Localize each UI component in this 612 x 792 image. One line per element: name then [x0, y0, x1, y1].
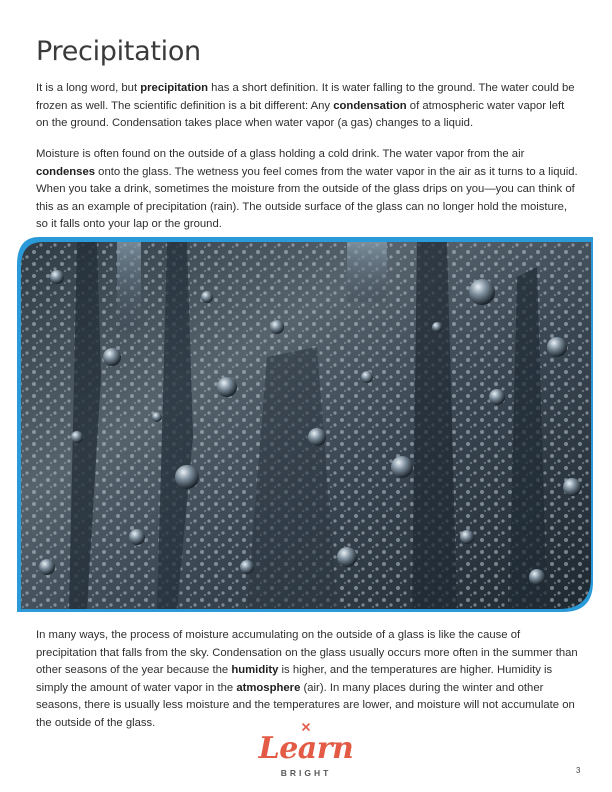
term-condenses: condenses: [36, 165, 96, 178]
glass-paragraph: Moisture is often found on the outside of a glass holding a cold drink. The water vapor from the air condenses onto the glass. The wetness you feel comes from the water vapor in the air as it turns to a liquid. When you take a drink, sometimes the moisture from the outside of the glass drips on you—you can think of this as an example of precipitation (rain). The outside surface of the glass can no longer hold the moisture, so it falls onto your lap or the ground.: [36, 148, 578, 231]
condensation-photo: [17, 237, 593, 612]
learn-bright-logo: [256, 721, 356, 781]
page-title: Precipitation: [36, 36, 201, 67]
intro-paragraph: It is a long word, but precipitation has a short definition. It is water falling to the ground. The water could be frozen as well. The scientific definition is a bit different: Any condensation of atmospheric water vapor left on the ground. Condensation takes place when water vapor (a gas) changes to a liquid.: [36, 82, 575, 130]
humidity-paragraph: In many ways, the process of moisture accumulating on the outside of a glass is like the cause of precipitation that falls from the sky. Condensation on the glass usually occurs more often in the summer than other seasons of the year because the humidity is higher, and the temperatures are higher. Humidity is simply the amount of water vapor in the atmosphere (air). In many places during the winter and other seasons, there is usually less moisture and the temperatures are lower, and moisture will not accumulate on the outside of the glass.: [36, 629, 578, 729]
logo-subtitle: BRIGHT: [280, 768, 332, 778]
term-condensation: condensation: [333, 99, 407, 112]
term-humidity: humidity: [231, 664, 279, 677]
logo-word: Learn: [258, 731, 354, 766]
page-number: 3: [576, 766, 581, 775]
term-atmosphere: atmosphere: [236, 681, 301, 694]
term-precipitation: precipitation: [140, 82, 209, 94]
